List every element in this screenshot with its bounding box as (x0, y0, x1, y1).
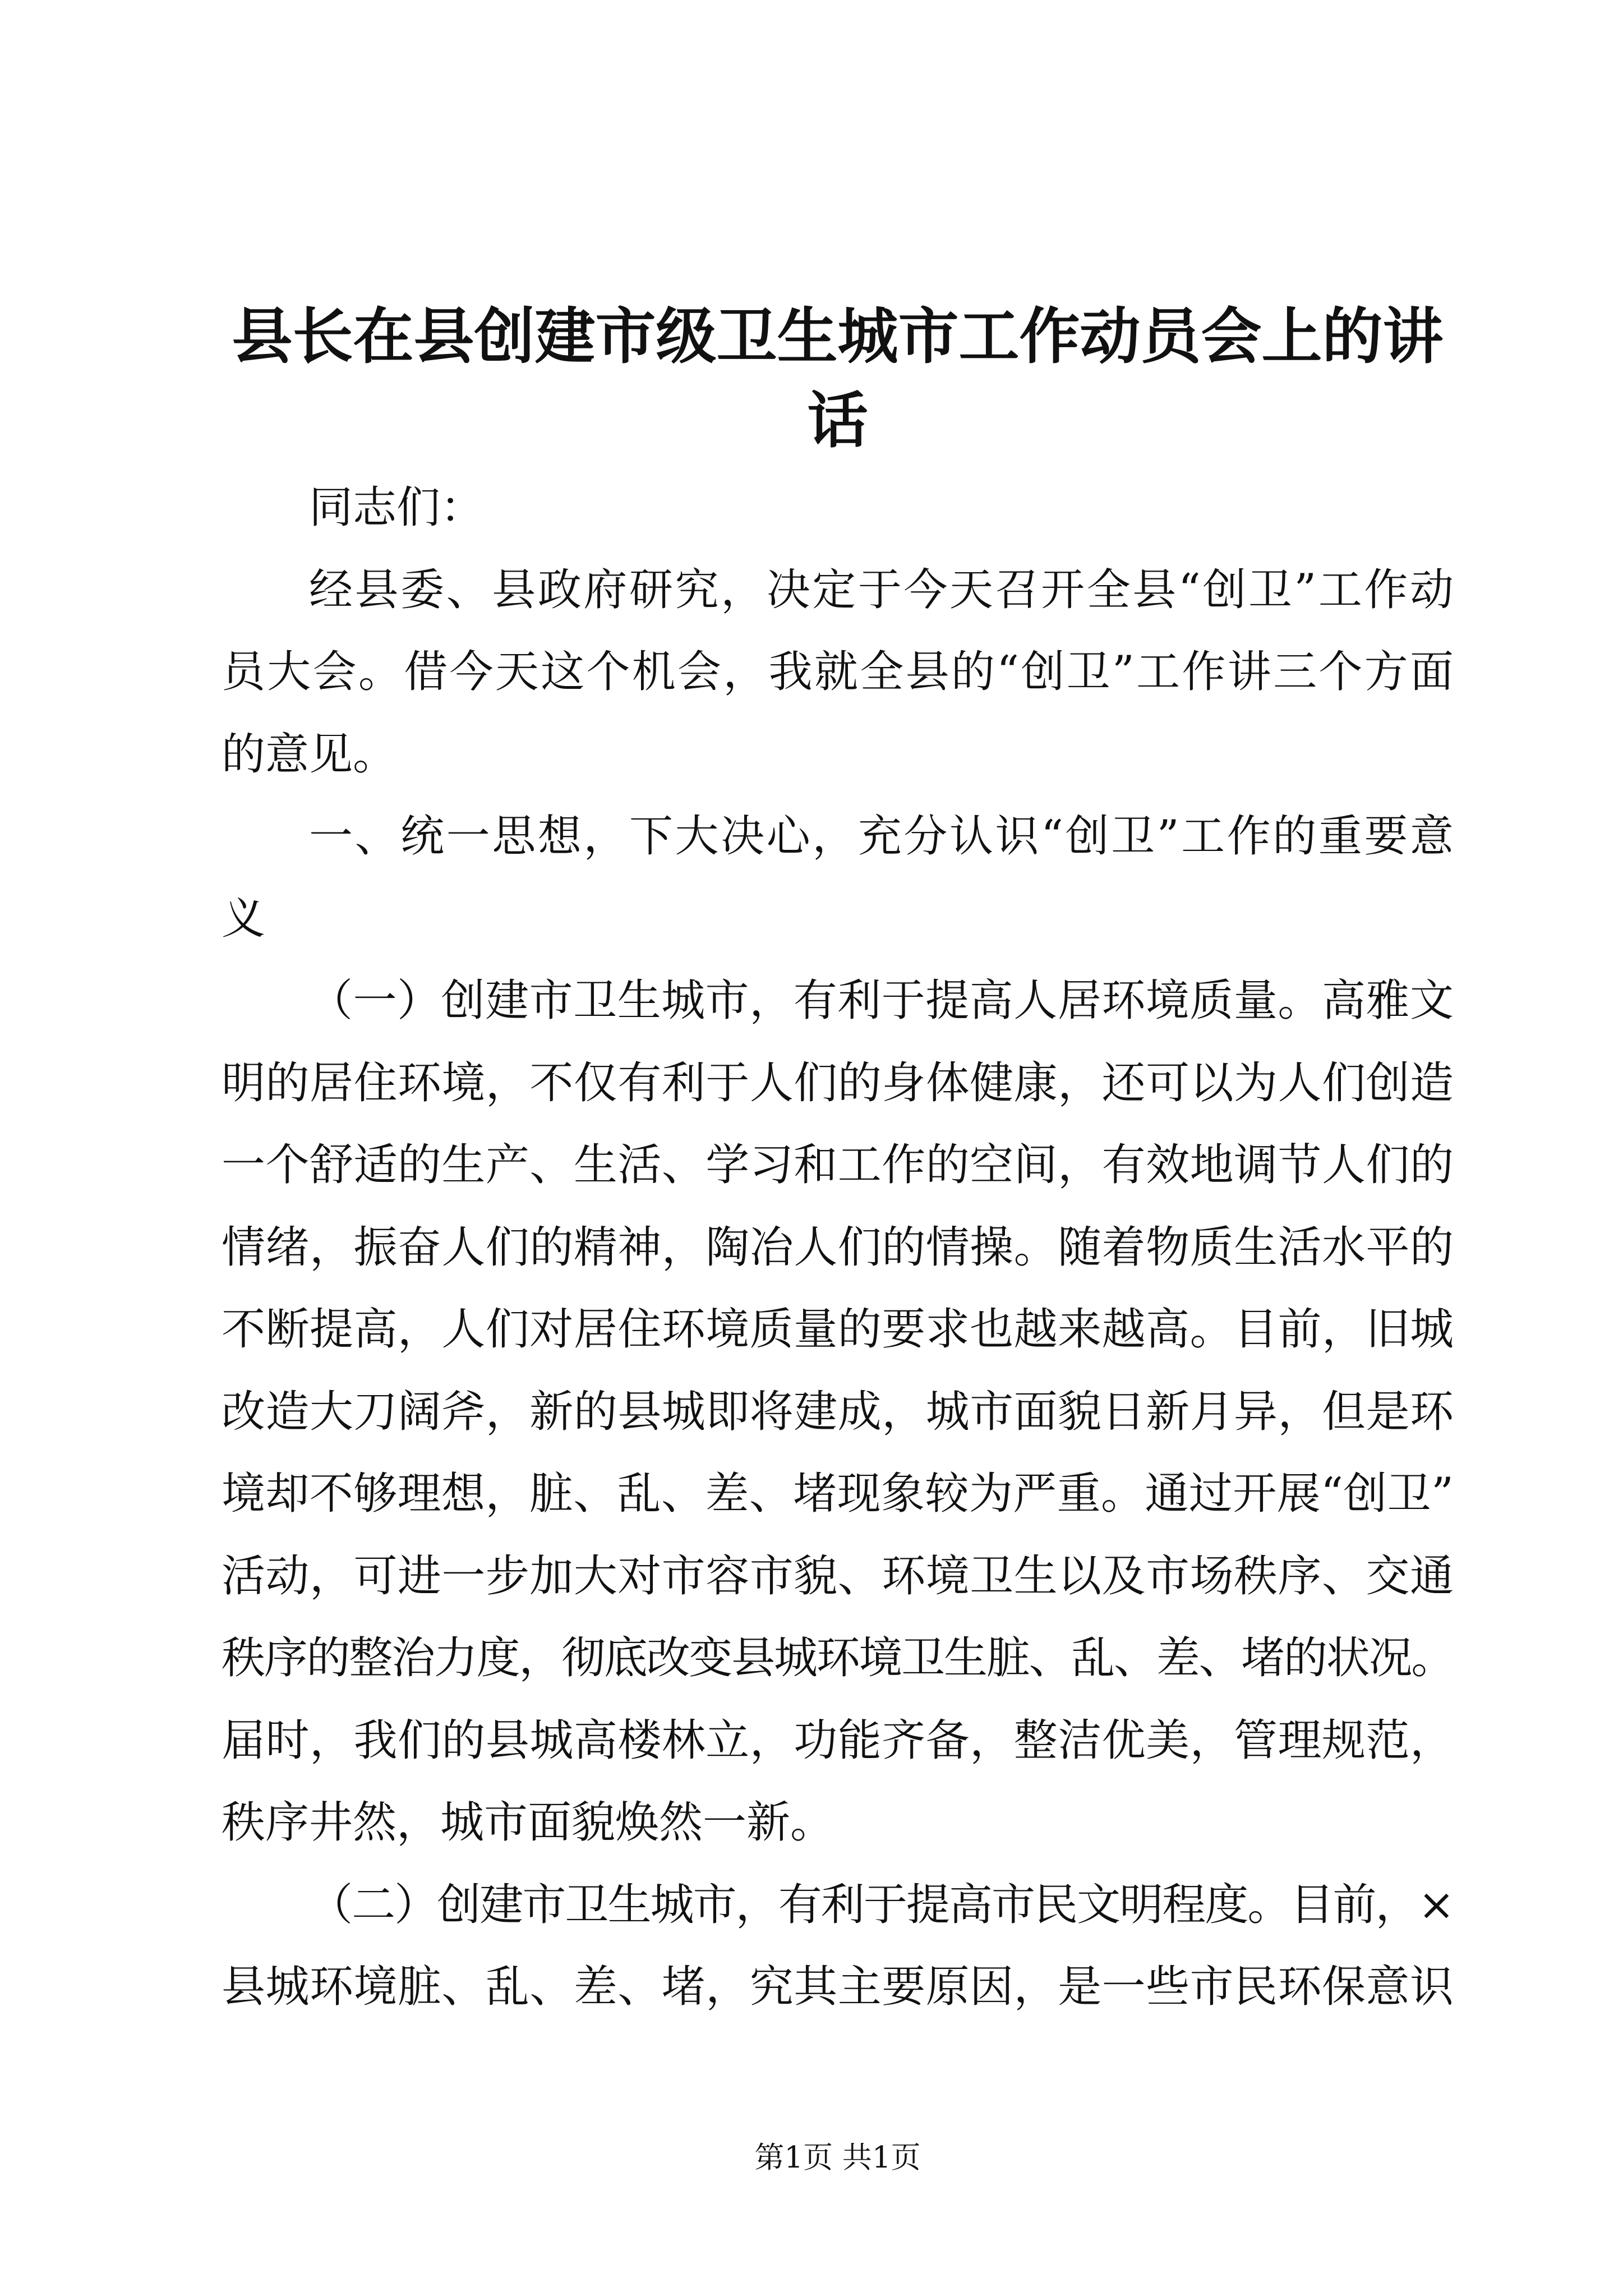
document-title (222, 295, 1454, 463)
paragraph-line: （二）创建市卫生城市，有利于提高市民文明程度。目前，× (309, 1879, 1454, 1930)
subsection-paragraph (222, 1864, 1454, 2028)
document-title-line: 话 (807, 385, 868, 456)
paragraph-line: 秩序井然，城市面貌焕然一新。 (222, 1797, 834, 1848)
paragraph-line: 秩序的整治力度，彻底改变县城环境卫生脏、乱、差、堵的状况。 (222, 1633, 1454, 1683)
paragraph-line: 活动，可进一步加大对市容市貌、环境卫生以及市场秩序、交通 (222, 1550, 1454, 1602)
paragraph-line: 改造大刀阔斧，新的县城即将建成，城市面貌日新月异，但是环 (222, 1386, 1454, 1437)
section-heading (222, 795, 1454, 960)
paragraph-line: （一）创建市卫生城市，有利于提高人居环境质量。高雅文 (309, 976, 1454, 1026)
page-number-label: 第1页 共1页 (754, 2141, 921, 2175)
document-title-line: 县长在县创建市级卫生城市工作动员会上的讲 (232, 301, 1444, 372)
page-footer (222, 2138, 1454, 2178)
paragraph-line: 县城环境脏、乱、差、堵，究其主要原因，是一些市民环保意识 (222, 1962, 1454, 2012)
paragraph-line: 员大会。借今天这个机会，我就全县的“创卫”工作讲三个方面 (222, 647, 1454, 697)
paragraph-line: 经县委、县政府研究，决定于今天召开全县“创卫”工作动 (309, 564, 1454, 615)
paragraph-line: 一个舒适的生产、生活、学习和工作的空间，有效地调节人们的 (222, 1140, 1454, 1190)
paragraph-line: 情绪，振奋人们的精神，陶冶人们的情操。随着物质生活水平的 (222, 1222, 1454, 1273)
paragraph-line: 的意见。 (222, 729, 397, 780)
document-body (222, 467, 1454, 2028)
subsection-paragraph (222, 960, 1454, 1864)
paragraph-line: 届时，我们的县城高楼林立，功能齐备，整洁优美，管理规范， (222, 1715, 1454, 1766)
section-heading-line: 义 (222, 893, 266, 944)
paragraph-line: 境却不够理想，脏、乱、差、堵现象较为严重。通过开展“创卫” (222, 1469, 1454, 1519)
paragraph-line: 明的居住环境，不仅有利于人们的身体健康，还可以为人们创造 (222, 1057, 1454, 1108)
intro-paragraph (222, 549, 1454, 796)
paragraph-line: 不断提高，人们对居住环境质量的要求也越来越高。目前，旧城 (222, 1304, 1454, 1355)
section-heading-line: 一、统一思想，下大决心，充分认识“创卫”工作的重要意 (309, 811, 1454, 862)
salutation: 同志们： (309, 482, 485, 533)
